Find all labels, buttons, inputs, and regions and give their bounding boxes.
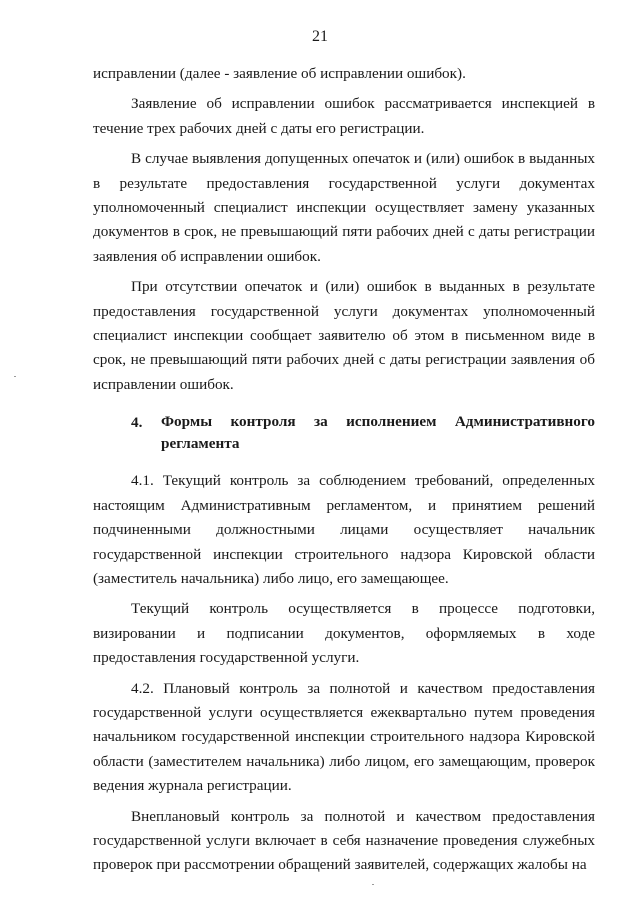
paragraph: Текущий контроль осуществляется в процессе подготовки, визировании и подписании документов, оформляемых в ходе предоставления государственной услуги. (93, 600, 595, 667)
paragraph: 4.2. Плановый контроль за полнотой и качеством предоставления государственной услуги осуществляется ежеквартально путем проведения начальником государственной инспекции строительного надзора Кировской области (заместителем начальника) либо лицом, его замещающим, проверок ведения журнала регистрации. (93, 679, 595, 795)
paragraph: исправлении (далее - заявление об исправлении ошибок). (93, 65, 466, 82)
section-number: 4. (131, 414, 143, 432)
scan-speck (14, 376, 16, 377)
paragraphs-after-section (93, 469, 595, 878)
paragraphs-before-section (93, 62, 595, 397)
scan-speck (372, 884, 374, 885)
section-title: Формы контроля за исполнением Административного регламента (161, 413, 595, 453)
paragraph: Внеплановый контроль за полнотой и качеством предоставления государственной услуги включает в себя назначение проведения служебных проверок при рассмотрении обращений заявителей, содержащих жалобы на (93, 807, 595, 874)
section-heading (93, 411, 595, 455)
paragraph: 4.1. Текущий контроль за соблюдением требований, определенных настоящим Административным регламентом, и принятием решений подчиненными должностными лицами осуществляет начальник государственной инспекции строительного надзора Кировской области (заместитель начальника) либо лицо, его замещающее. (93, 472, 595, 587)
paragraph: В случае выявления допущенных опечаток и (или) ошибок в выданных в результате предоставления государственной услуги документах уполномоченный специалист инспекции осуществляет замену указанных документов в срок, не превышающий пяти рабочих дней с даты регистрации заявления об исправлении ошибок. (93, 150, 595, 265)
document-body (93, 62, 595, 884)
paragraph: Заявление об исправлении ошибок рассматривается инспекцией в течение трех рабочих дней с даты его регистрации. (93, 95, 595, 137)
paragraph: При отсутствии опечаток и (или) ошибок в выданных в результате предоставления государственной услуги документах уполномоченный специалист инспекции сообщает заявителю об этом в письменном виде в срок, не превышающий пяти рабочих дней с даты регистрации заявления об исправлении ошибок. (93, 278, 595, 393)
page-number: 21 (312, 28, 328, 45)
